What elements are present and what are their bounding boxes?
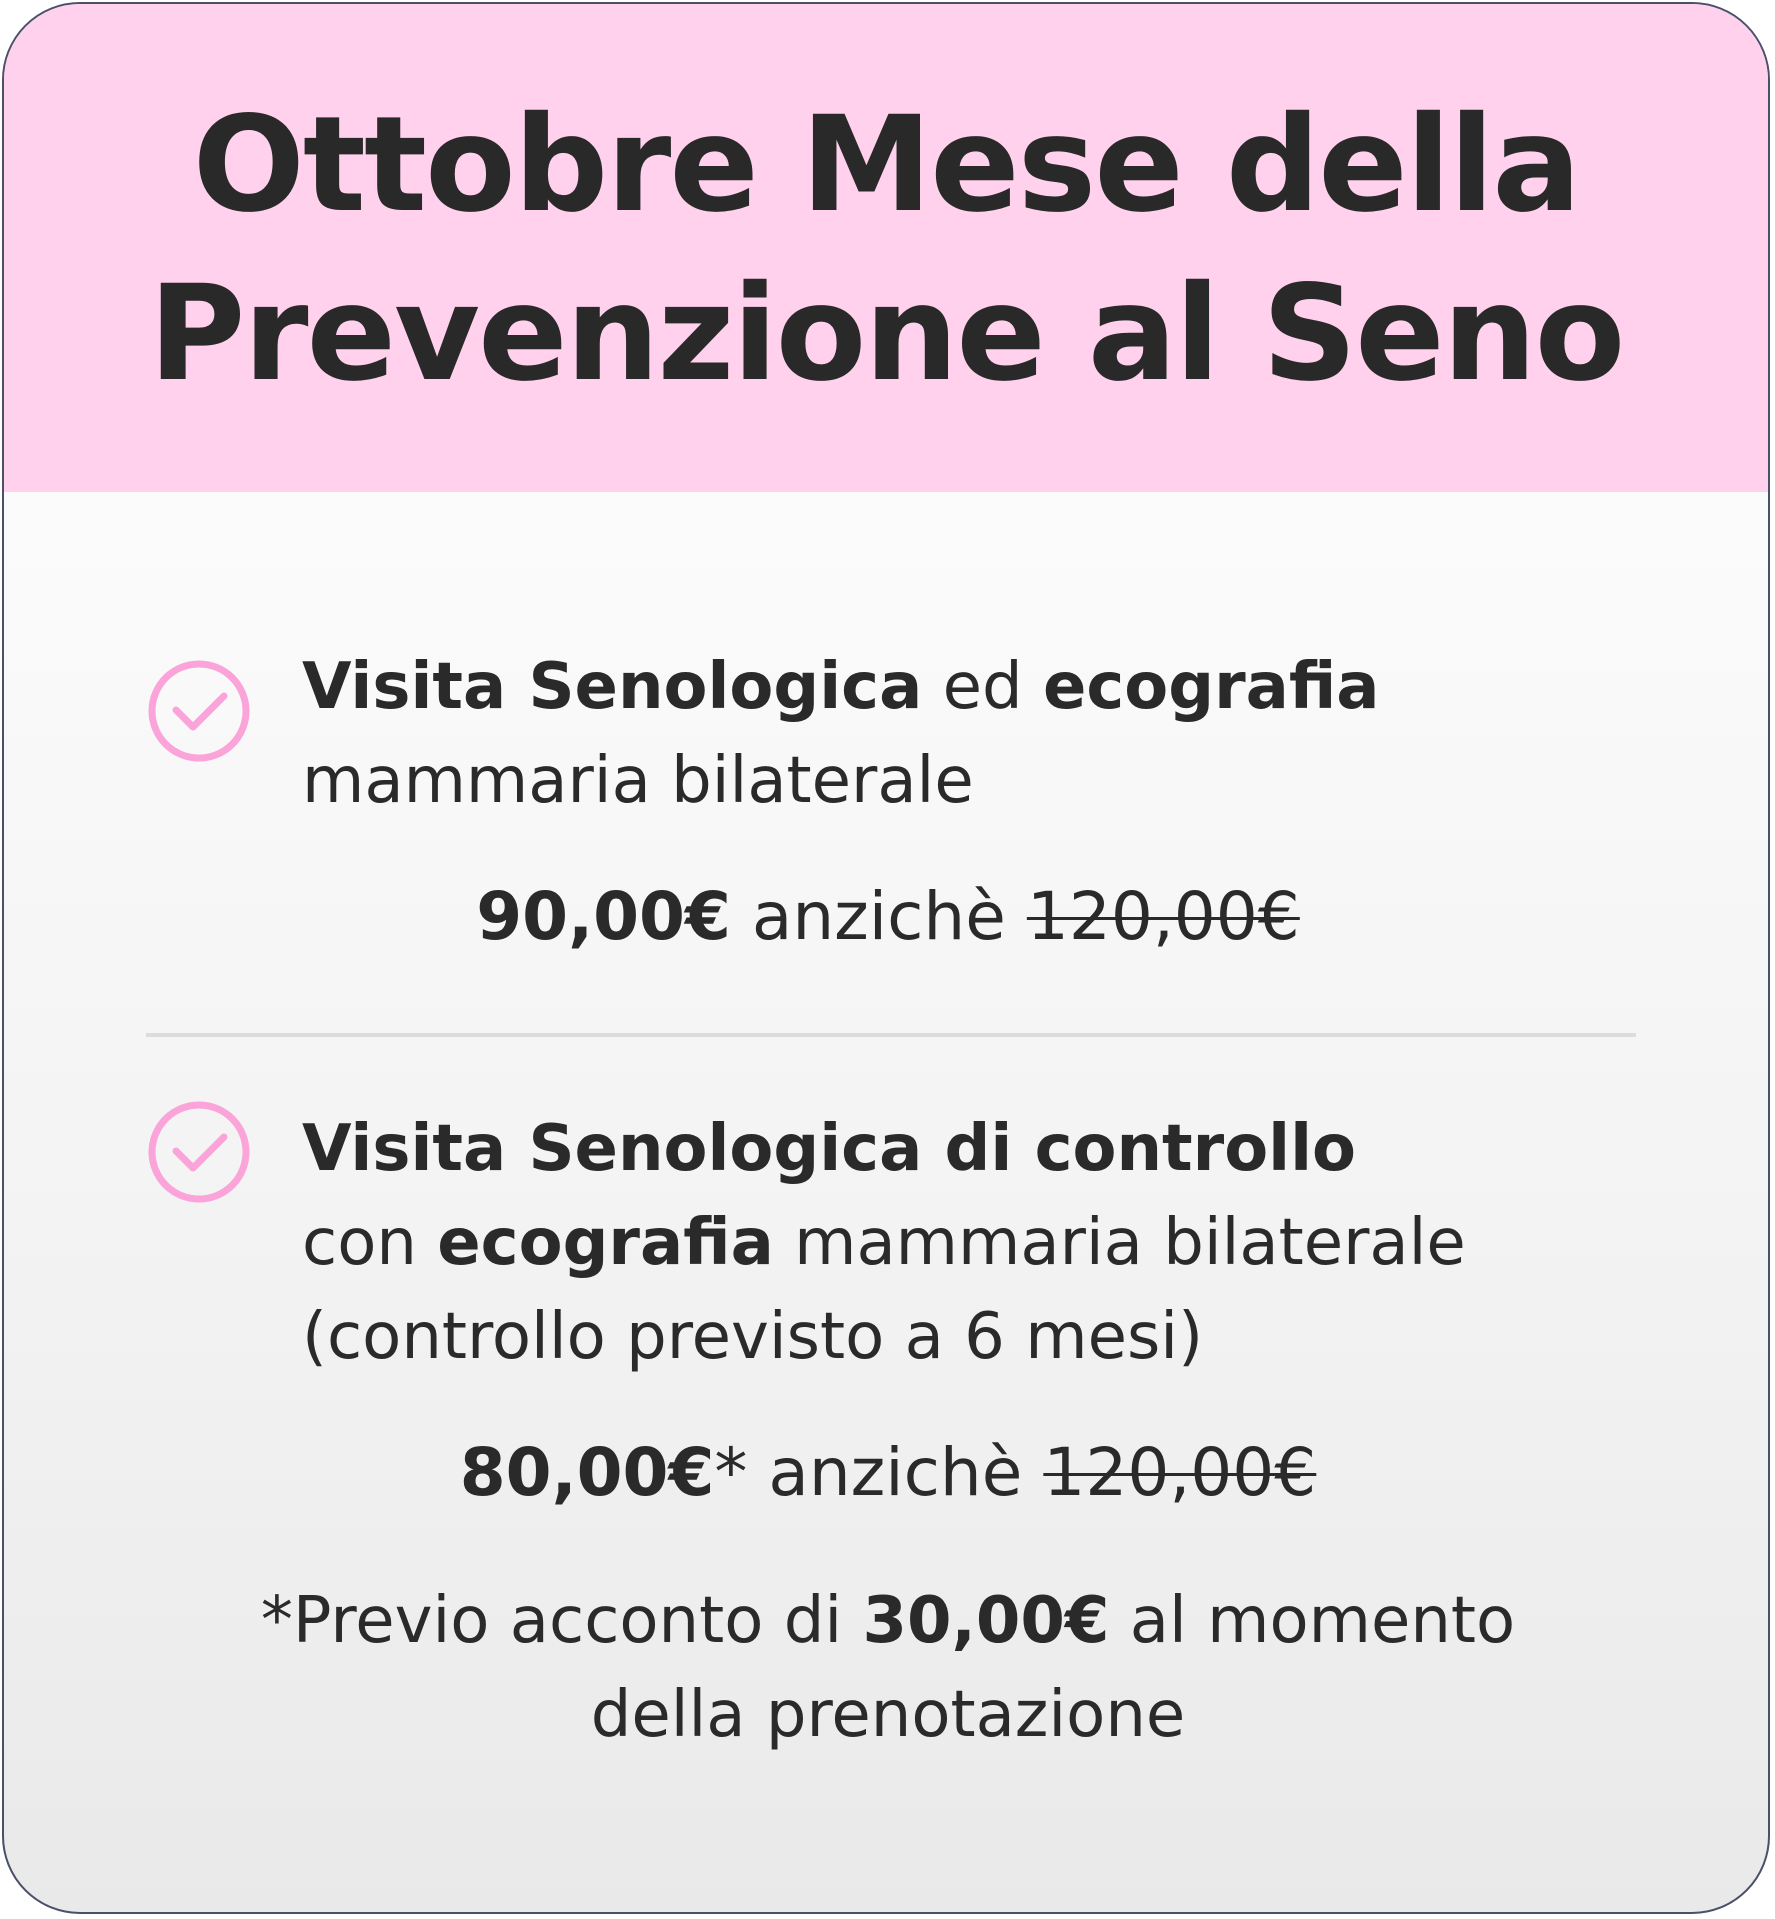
offer-2-line-2 bbox=[302, 1196, 1466, 1290]
offer-1-connector: ed bbox=[922, 650, 1043, 724]
promo-card bbox=[2, 2, 1770, 1914]
footnote-amount: 30,00€ bbox=[862, 1584, 1110, 1658]
offer-2-description bbox=[302, 1102, 1466, 1384]
footnote-line-1 bbox=[4, 1574, 1770, 1668]
offer-1-line-1 bbox=[302, 640, 1379, 734]
divider bbox=[146, 1033, 1636, 1037]
footnote-suffix: al momento bbox=[1109, 1584, 1516, 1658]
offer-1-exam: ecografia bbox=[1042, 650, 1380, 724]
offer-1-description bbox=[302, 640, 1379, 828]
offer-2-price: 80,00€ bbox=[459, 1434, 715, 1511]
header-banner bbox=[4, 4, 1768, 492]
offer-2-price-asterisk: * bbox=[714, 1434, 748, 1511]
offer-2-line-1: Visita Senologica di controllo bbox=[302, 1112, 1356, 1186]
footnote-prefix: *Previo acconto di bbox=[260, 1584, 863, 1658]
offer-2-line-3: (controllo previsto a 6 mesi) bbox=[302, 1300, 1204, 1374]
footnote bbox=[4, 1574, 1770, 1762]
offer-2-connector: con bbox=[302, 1206, 438, 1280]
offer-1-old-price: 120,00€ bbox=[1026, 878, 1300, 955]
offer-2-old-price: 120,00€ bbox=[1043, 1434, 1317, 1511]
offer-2-price-row bbox=[4, 1434, 1770, 1511]
offer-1-service: Visita Senologica bbox=[302, 650, 923, 724]
check-circle-icon bbox=[146, 658, 252, 764]
offer-1-price-row bbox=[4, 878, 1770, 955]
offer-1-price: 90,00€ bbox=[476, 878, 731, 955]
check-circle-icon bbox=[146, 1099, 252, 1205]
title-line-2: Prevenzione al Seno bbox=[148, 257, 1624, 411]
offer-2-instead-of: anzichè bbox=[747, 1434, 1044, 1511]
footnote-line-2: della prenotazione bbox=[590, 1678, 1186, 1752]
offer-2-exam: ecografia bbox=[437, 1206, 774, 1280]
title-line-1: Ottobre Mese della bbox=[192, 88, 1580, 242]
offer-1-instead-of: anzichè bbox=[730, 878, 1027, 955]
offer-2-exam-detail: mammaria bilaterale bbox=[773, 1206, 1466, 1280]
offer-1-line-2: mammaria bilaterale bbox=[302, 744, 974, 818]
